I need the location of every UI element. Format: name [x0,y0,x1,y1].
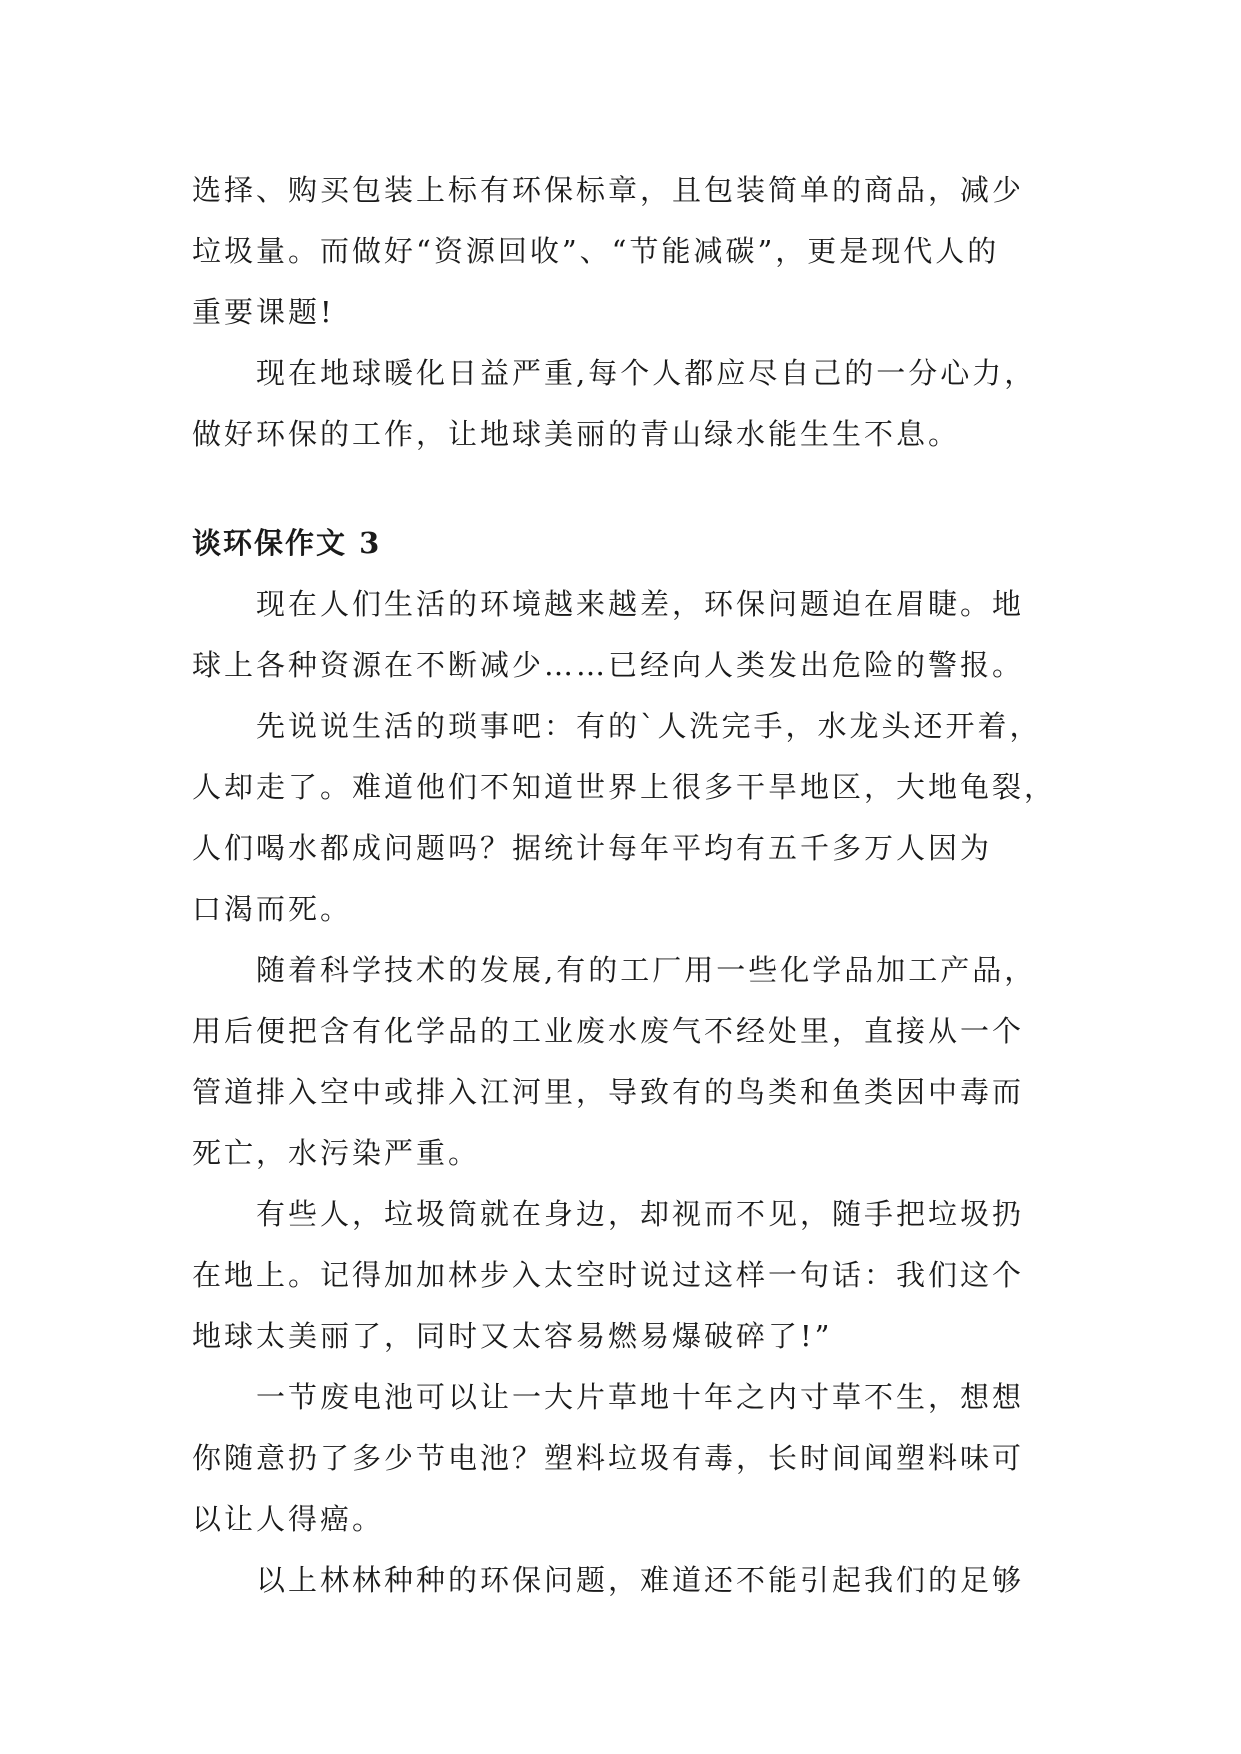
paragraph-line: 地球太美丽了，同时又太容易燃易爆破碎了!” [192,1319,833,1353]
paragraph-littering [192,1184,1072,1367]
section-title: 谈环保作文 3 [192,526,382,560]
paragraph-line: 人却走了。难道他们不知道世界上很多干旱地区，大地龟裂， [192,770,1057,804]
paragraph-batteries [192,1367,1072,1550]
paragraph-line: 有些人，垃圾筒就在身边，却视而不见，随手把垃圾扔 [256,1197,1025,1231]
paragraph-line: 人们喝水都成问题吗？据统计每年平均有五千多万人因为 [192,831,993,865]
paragraph-line: 你随意扔了多少节电池？塑料垃圾有毒，长时间闻塑料味可 [192,1441,1025,1475]
paragraph-line: 重要课题! [192,295,335,329]
document-page [192,160,1072,1611]
paragraph-line: 管道排入空中或排入江河里，导致有的鸟类和鱼类因中毒而 [192,1075,1025,1109]
paragraph-line: 选择、购买包装上标有环保标章，且包装简单的商品，减少 [192,173,1025,207]
paragraph-line: 现在人们生活的环境越来越差，环保问题迫在眉睫。地 [256,587,1025,621]
paragraph-line: 现在地球暖化日益严重,每个人都应尽自己的一分心力， [256,356,1037,390]
paragraph-conclusion [192,1550,1072,1611]
paragraph-intro [192,574,1072,696]
paragraph-industrial-pollution [192,940,1072,1184]
paragraph-line: 以让人得癌。 [192,1502,385,1536]
paragraph-line: 随着科学技术的发展,有的工厂用一些化学品加工产品， [256,953,1037,987]
paragraph-line: 在地上。记得加加林步入太空时说过这样一句话：我们这个 [192,1258,1025,1292]
paragraph-packaging [192,160,1072,343]
paragraph-line: 做好环保的工作，让地球美丽的青山绿水能生生不息。 [192,417,961,451]
paragraph-global-warming [192,343,1072,465]
paragraph-line: 口渴而死。 [192,892,353,926]
paragraph-line: 死亡，水污染严重。 [192,1136,481,1170]
paragraph-water-waste [192,696,1072,940]
paragraph-line: 用后便把含有化学品的工业废水废气不经处里，直接从一个 [192,1014,1025,1048]
paragraph-line: 以上林林种种的环保问题，难道还不能引起我们的足够 [256,1563,1025,1597]
section-gap [192,465,1072,513]
paragraph-line: 球上各种资源在不断减少……已经向人类发出危险的警报。 [192,648,1025,682]
paragraph-line: 垃圾量。而做好“资源回收”、“节能减碳”，更是现代人的 [192,234,1000,268]
paragraph-line: 一节废电池可以让一大片草地十年之内寸草不生，想想 [256,1380,1025,1414]
paragraph-line: 先说说生活的琐事吧：有的`人洗完手，水龙头还开着， [256,709,1042,743]
